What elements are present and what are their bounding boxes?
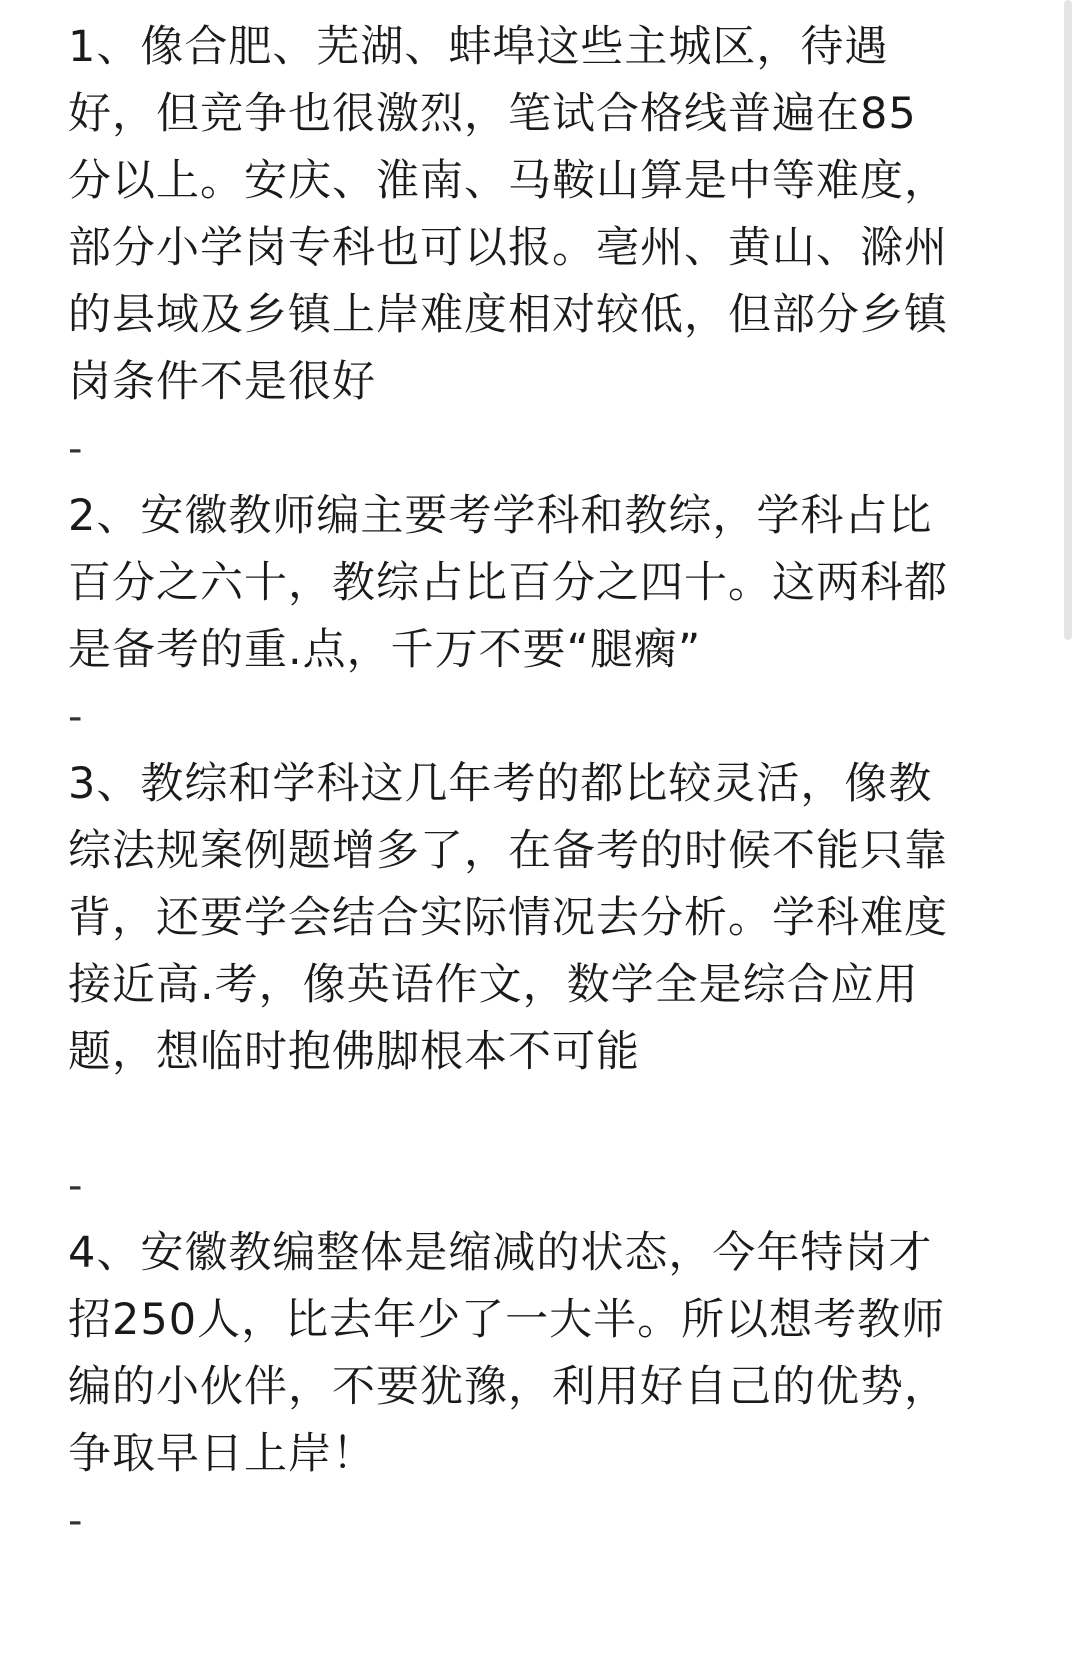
separator-3: - [68, 1163, 83, 1209]
paragraph-3: 3、教综和学科这几年考的都比较灵活，像教综法规案例题增多了，在备考的时候不能只靠背，还要学会结合实际情况去分析。学科难度接近高.考，像英语作文，数学全是综合应用题，想临时抱佛脚根本不可能 [68, 759, 948, 1077]
paragraph-1: 1、像合肥、芜湖、蚌埠这些主城区，待遇好，但竞争也很激烈，笔试合格线普遍在85分以上。安庆、淮南、马鞍山算是中等难度，部分小学岗专科也可以报。亳州、黄山、滁州的县域及乡镇上岸难度相对较低，但部分乡镇岗条件不是很好 [68, 22, 948, 407]
separator-4: - [68, 1498, 83, 1544]
article-body [68, 14, 958, 1555]
separator-2: - [68, 694, 83, 740]
separator-1: - [68, 426, 83, 472]
paragraph-2: 2、安徽教师编主要考学科和教综，学科占比百分之六十，教综占比百分之四十。这两科都是备考的重.点，千万不要“腿瘸” [68, 491, 948, 675]
paragraph-4: 4、安徽教编整体是缩减的状态，今年特岗才招250人，比去年少了一大半。所以想考教师编的小伙伴，不要犹豫，利用好自己的优势，争取早日上岸！ [68, 1228, 948, 1479]
scrollbar[interactable] [1064, 0, 1072, 640]
